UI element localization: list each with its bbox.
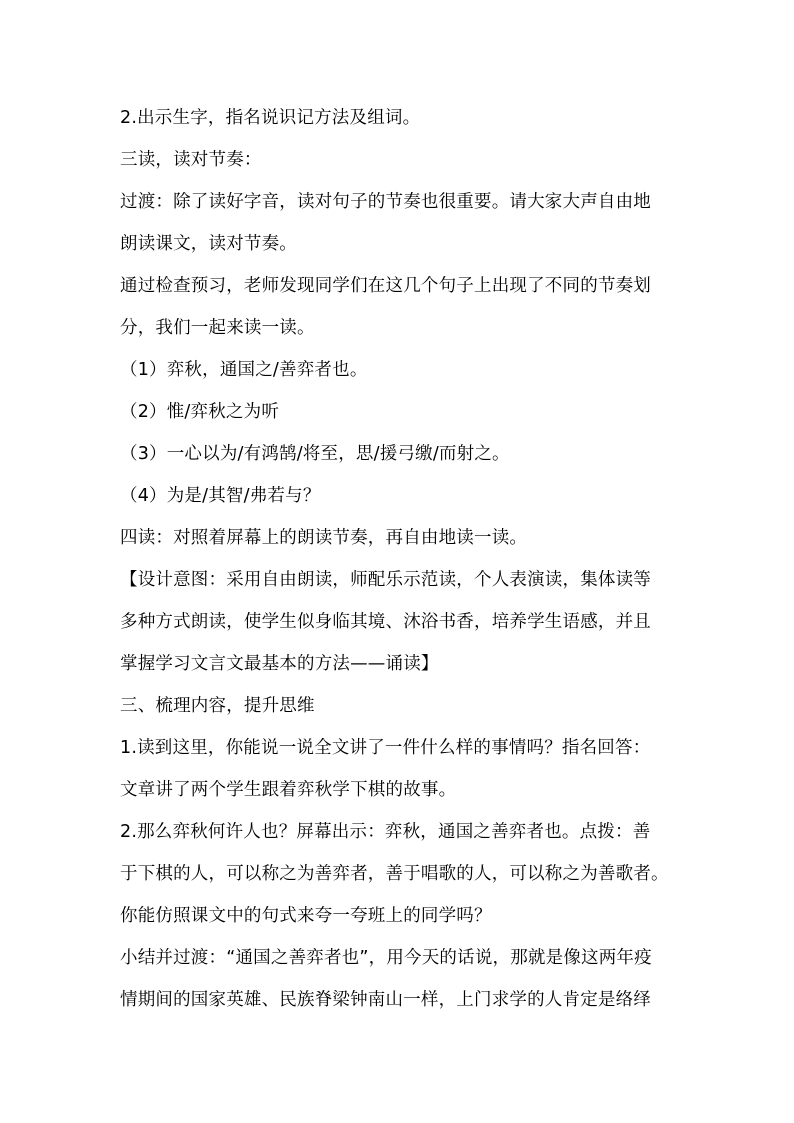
text-line: 【设计意图：采用自由朗读，师配乐示范读，个人表演读，集体读等 <box>120 570 651 590</box>
text-line: （4）为是/其智/弗若与？ <box>120 486 321 506</box>
text-line: （3）一心以为/有鸿鹄/将至，思/援弓缴/而射之。 <box>120 444 510 464</box>
text-line: 掌握学习文言文最基本的方法——诵读】 <box>120 654 439 674</box>
text-line: 四读：对照着屏幕上的朗读节奏，再自由地读一读。 <box>120 528 528 548</box>
text-line: 你能仿照课文中的句式来夸一夸班上的同学吗？ <box>120 906 492 926</box>
section-heading: 三、梳理内容，提升思维 <box>120 696 315 716</box>
text-line: 过渡：除了读好字音，读对句子的节奏也很重要。请大家大声自由地 <box>120 192 651 212</box>
text-line: 多种方式朗读，使学生似身临其境、沐浴书香，培养学生语感，并且 <box>120 612 651 632</box>
text-line: 2.出示生字，指名说识记方法及组词。 <box>120 108 421 128</box>
text-line: 朗读课文，读对节奏。 <box>120 234 297 254</box>
text-line: 1.读到这里，你能说一说全文讲了一件什么样的事情吗？指名回答： <box>120 738 651 758</box>
text-line: （1）弈秋，通国之/善弈者也。 <box>120 360 368 380</box>
text-line: 三读，读对节奏： <box>120 150 262 170</box>
text-line: 小结并过渡：“通国之善弈者也”，用今天的话说，那就是像这两年疫 <box>120 948 652 968</box>
text-line: 分，我们一起来读一读。 <box>120 318 315 338</box>
text-line: （2）惟/弈秋之为听 <box>120 402 280 422</box>
text-line: 2.那么弈秋何许人也？屏幕出示：弈秋，通国之善弈者也。点拨：善 <box>120 822 651 842</box>
text-line: 情期间的国家英雄、民族脊梁钟南山一样，上门求学的人肯定是络绎 <box>120 990 651 1010</box>
text-line: 通过检查预习，老师发现同学们在这几个句子上出现了不同的节奏划 <box>120 276 651 296</box>
text-line: 文章讲了两个学生跟着弈秋学下棋的故事。 <box>120 780 457 800</box>
text-line: 于下棋的人，可以称之为善弈者，善于唱歌的人，可以称之为善歌者。 <box>120 864 669 884</box>
